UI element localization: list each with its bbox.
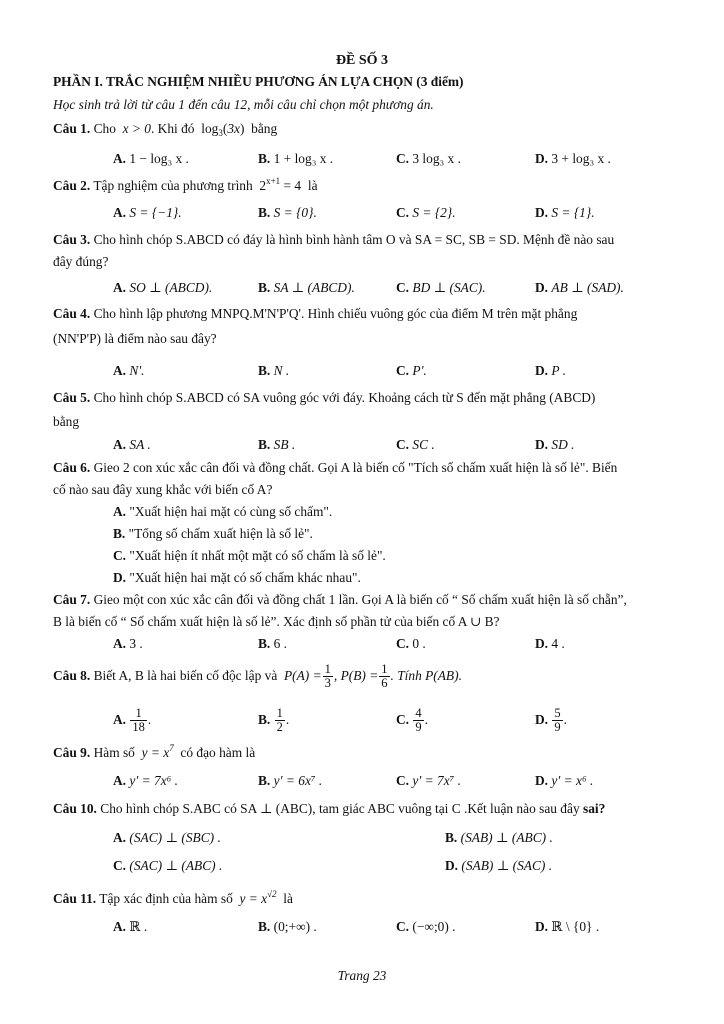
option-d: D. AB ⊥ (SAD).: [535, 280, 624, 295]
question-label: Câu 5.: [53, 390, 91, 405]
question-11: [53, 890, 674, 908]
math-expression: $2^{x+1} = 4$: [256, 176, 305, 193]
option-c: C. $\frac{4}{9}$ .: [396, 706, 428, 735]
option-b: B. (0;+∞) .: [258, 919, 317, 934]
section-heading: PHẦN I. TRẮC NGHIỆM NHIỀU PHƯƠNG ÁN LỰA CHỌN (3 điểm): [53, 74, 464, 89]
option-b: B. N .: [258, 363, 290, 378]
option-a: A. y′ = 7x⁶ .: [113, 773, 178, 788]
math-expression: , P(B) =: [333, 668, 379, 683]
question-text: Biết A, B là hai biến cố độc lập và: [93, 668, 278, 683]
option-a: A. 3 .: [113, 636, 143, 651]
option-a: A. (SAC) ⊥ (SBC) .: [113, 830, 221, 845]
question-text: . Tính P(AB).: [390, 668, 462, 683]
question-text: Cho hình chóp S.ABCD có SA vuông góc với đáy. Khoảng cách từ S đến mặt phẳng (ABCD): [93, 390, 596, 405]
question-label: Câu 10.: [53, 801, 97, 816]
math-expression: x > 0: [119, 121, 151, 136]
option-a: A. 1 − log₃ x .: [113, 151, 189, 166]
option-b: B. SA ⊥ (ABCD).: [258, 280, 355, 295]
option-a: A. N'.: [113, 363, 145, 378]
option-b: B. y′ = 6x⁷ .: [258, 773, 323, 788]
question-text: là: [307, 178, 318, 193]
option-b: B. (SAB) ⊥ (ABC) .: [445, 830, 553, 845]
option-d: D. (SAB) ⊥ (SAC) .: [445, 858, 553, 873]
option-d: D. "Xuất hiện hai mặt có số chấm khác nhau".: [113, 570, 361, 585]
question-3: [53, 231, 674, 249]
question-label: Câu 2.: [53, 178, 91, 193]
option-d: D. ℝ \ {0} .: [535, 919, 600, 934]
option-c: C. S = {2}.: [396, 205, 456, 220]
option-c: C. BD ⊥ (SAC).: [396, 280, 486, 295]
instruction-text: Học sinh trả lời từ câu 1 đến câu 12, mỗi câu chỉ chọn một phương án.: [53, 97, 434, 112]
question-9: [53, 744, 674, 762]
question-2: [53, 177, 674, 195]
option-d: D. S = {1}.: [535, 205, 595, 220]
question-10: [53, 800, 674, 818]
option-c: C. P'.: [396, 363, 427, 378]
question-7-continued: B là biến cố “ Số chấm xuất hiện là số lẻ”. Xác định số phần tử của biến cố A ∪ B?: [53, 614, 500, 629]
option-c: C. 0 .: [396, 636, 426, 651]
option-b: B. S = {0}.: [258, 205, 317, 220]
option-d: D. y′ = x⁶ .: [535, 773, 594, 788]
question-label: Câu 7.: [53, 592, 91, 607]
question-text: Cho: [93, 121, 116, 136]
option-a: A. S = {−1}.: [113, 205, 182, 220]
option-c: C. SC .: [396, 437, 435, 452]
question-6: [53, 459, 674, 477]
page-number: Trang 23: [337, 968, 387, 983]
option-d: D. 4 .: [535, 636, 565, 651]
question-emphasis: sai?: [583, 801, 606, 816]
fraction: $\frac{1}{3}$: [324, 662, 331, 691]
question-text: Gieo 2 con xúc xắc cân đối và đồng chất. Gọi A là biến cố "Tích số chấm xuất hiện là số lẻ". Biến: [93, 460, 618, 475]
option-a: A. ℝ .: [113, 919, 148, 934]
question-5-continued: bằng: [53, 414, 80, 429]
question-label: Câu 9.: [53, 745, 91, 760]
question-text: là: [283, 891, 293, 906]
math-expression: $y = x^7$: [138, 743, 174, 760]
option-a: A. SO ⊥ (ABCD).: [113, 280, 213, 295]
option-c: C. (SAC) ⊥ (ABC) .: [113, 858, 223, 873]
question-label: Câu 11.: [53, 891, 97, 906]
option-a: A. "Xuất hiện hai mặt có cùng số chấm".: [113, 504, 333, 519]
question-text: Gieo một con xúc xắc cân đối và đồng chất 1 lần. Gọi A là biến cố “ Số chấm xuất hiện là số chẵn”,: [93, 592, 627, 607]
page-title: ĐỀ SỐ 3: [335, 53, 389, 68]
math-expression: $\log_3(3x)$: [197, 121, 248, 138]
question-text: Cho hình chóp S.ABC có SA ⊥ (ABC), tam giác ABC vuông tại C .Kết luận nào sau đây: [100, 801, 580, 816]
question-text: Tập xác định của hàm số: [99, 891, 233, 906]
question-label: Câu 4.: [53, 306, 91, 321]
question-label: Câu 6.: [53, 460, 91, 475]
math-expression: $y = x^{√2}$: [236, 889, 277, 906]
question-label: Câu 3.: [53, 232, 91, 247]
option-b: B. 6 .: [258, 636, 288, 651]
fraction: $\frac{1}{6}$: [381, 662, 388, 691]
question-4: [53, 305, 674, 323]
math-expression: P(A) =: [280, 668, 322, 683]
option-d: D. SD .: [535, 437, 575, 452]
option-d: D. $\frac{5}{9}$ .: [535, 706, 567, 735]
option-b: B. 1 + log₃ x .: [258, 151, 334, 166]
option-d: D. P .: [535, 363, 567, 378]
question-3-continued: đây đúng?: [53, 254, 109, 269]
question-text: Tập nghiệm của phương trình: [93, 178, 253, 193]
question-label: Câu 1.: [53, 121, 91, 136]
question-8: [53, 663, 674, 690]
option-b: B. $\frac{1}{2}$ .: [258, 706, 290, 735]
option-c: C. 3 log₃ x .: [396, 151, 461, 166]
option-a: A. $\frac{1}{18}$ .: [113, 706, 152, 735]
option-c: C. (−∞;0) .: [396, 919, 456, 934]
question-text: Cho hình lập phương MNPQ.M'N'P'Q'. Hình chiếu vuông góc của điểm M trên mặt phẳng: [93, 306, 578, 321]
option-d: D. 3 + log₃ x .: [535, 151, 611, 166]
question-text: Hàm số: [93, 745, 135, 760]
question-text: có đạo hàm là: [180, 745, 256, 760]
question-text: . Khi đó: [150, 121, 195, 136]
question-text: bằng: [251, 121, 278, 136]
question-label: Câu 8.: [53, 668, 91, 683]
option-c: C. "Xuất hiện ít nhất một mặt có số chấm là số lẻ".: [113, 548, 386, 563]
option-b: B. "Tổng số chấm xuất hiện là số lẻ".: [113, 526, 313, 541]
question-7: [53, 591, 674, 609]
question-5: [53, 389, 674, 407]
question-text: Cho hình chóp S.ABCD có đáy là hình bình hành tâm O và SA = SC, SB = SD. Mệnh đề nào sau: [93, 232, 615, 247]
option-a: A. SA .: [113, 437, 151, 452]
option-c: C. y′ = 7x⁷ .: [396, 773, 461, 788]
option-b: B. SB .: [258, 437, 296, 452]
question-4-continued: (NN'P'P) là điểm nào sau đây?: [53, 331, 217, 346]
question-1: [53, 120, 674, 138]
question-6-continued: cố nào sau đây xung khắc với biến cố A?: [53, 482, 273, 497]
